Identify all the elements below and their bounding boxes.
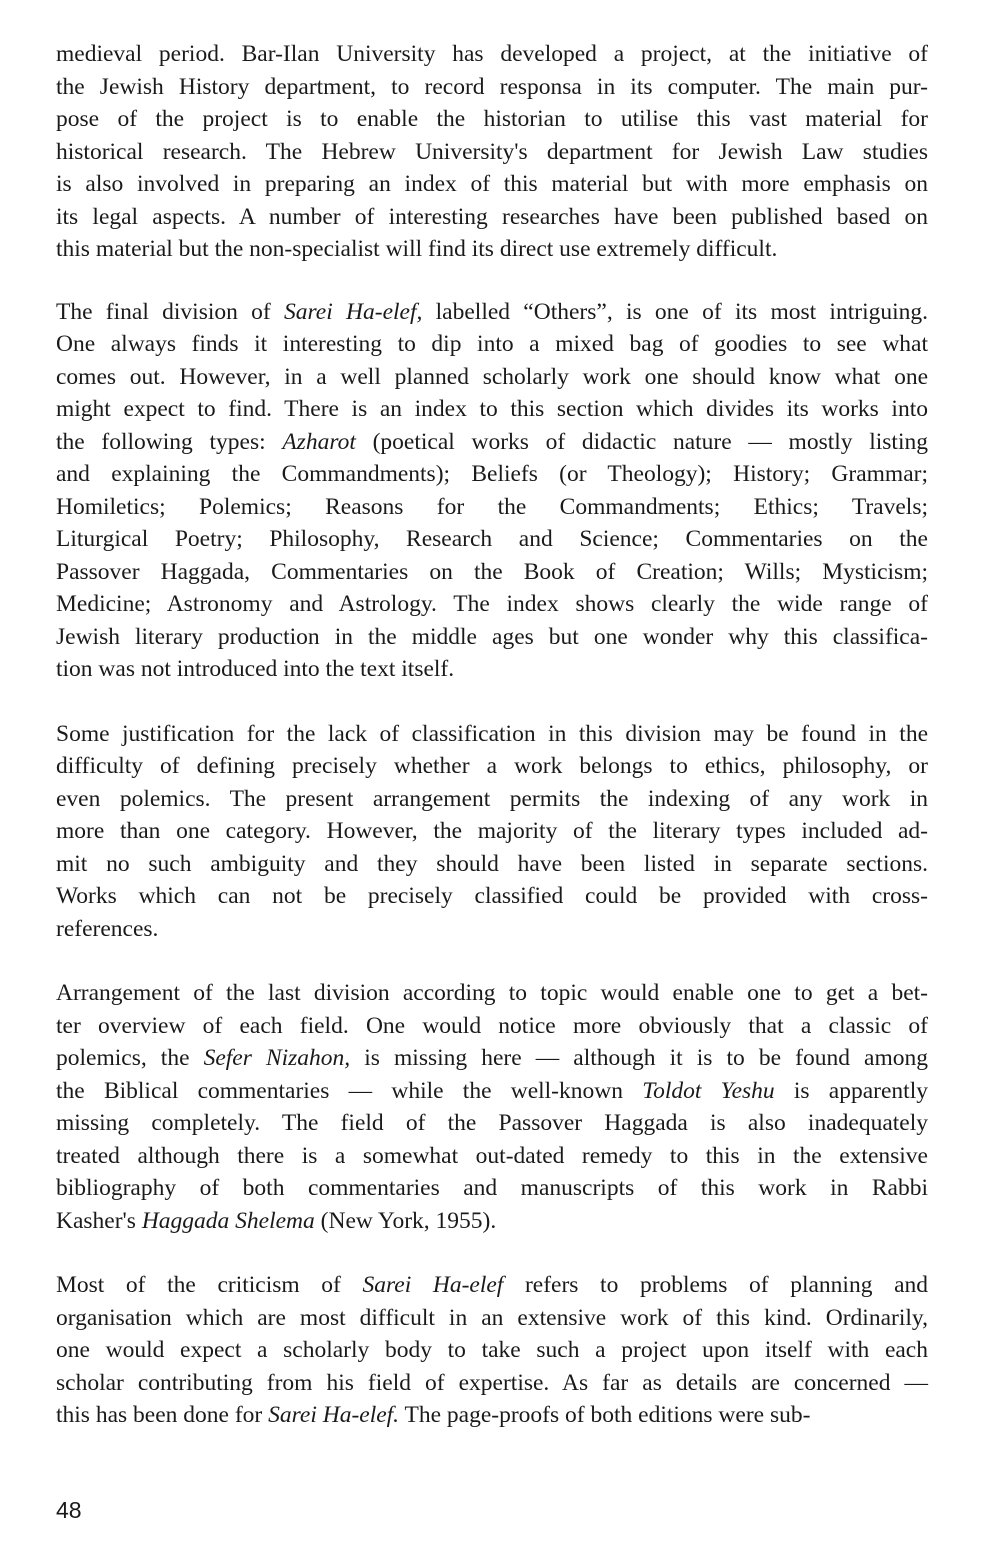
text-run: medieval period. Bar-Ilan University has developed a project, at the initiative of	[56, 41, 928, 67]
text-run: this has been done for	[56, 1402, 269, 1428]
text-run: The final division of	[56, 298, 285, 325]
text-run: The page-proofs of both editions were sub-	[399, 1402, 811, 1428]
text-line	[56, 588, 928, 621]
text-line	[56, 621, 928, 654]
text-run: the following types:	[56, 428, 283, 455]
text-run: Liturgical Poetry; Philosophy, Research and Science; Commentaries on the	[56, 526, 928, 552]
text-line	[56, 880, 928, 913]
text-line	[56, 1107, 928, 1140]
text-run: missing completely. The field of the Passover Haggada is also inadequately	[56, 1110, 928, 1136]
text-line	[56, 783, 928, 816]
text-line	[56, 168, 928, 201]
text-run: labelled “Others”, is one of its most intriguing.	[422, 298, 928, 325]
text-line	[56, 393, 928, 426]
text-line	[56, 491, 928, 524]
text-line	[56, 556, 928, 589]
text-run: is also involved in preparing an index of this material but with more emphasis on	[56, 171, 928, 197]
document-body	[56, 38, 928, 1464]
text-line	[56, 1399, 928, 1432]
text-run: even polemics. The present arrangement permits the indexing of any work in	[56, 785, 928, 812]
text-run: comes out. However, in a well planned scholarly work one should know what one	[56, 363, 928, 390]
text-line	[56, 718, 928, 751]
text-line	[56, 38, 928, 71]
italic-title: Haggada Shelema	[141, 1207, 315, 1234]
text-run: references.	[56, 915, 159, 942]
text-line	[56, 977, 928, 1010]
paragraph	[56, 296, 928, 686]
text-line	[56, 103, 928, 136]
text-line	[56, 1334, 928, 1367]
text-run: its legal aspects. A number of interesting researches have been published based on	[56, 203, 928, 230]
paragraph	[56, 1269, 928, 1432]
text-run: tion was not introduced into the text itself.	[56, 656, 455, 682]
text-line	[56, 1367, 928, 1400]
text-line	[56, 1302, 928, 1335]
text-line	[56, 1269, 928, 1302]
text-run: historical research. The Hebrew University's department for Jewish Law studies	[56, 138, 928, 165]
text-run: Arrangement of the last division according to topic would enable one to get a bet-	[56, 980, 928, 1006]
italic-title: Sarei Ha-elef	[362, 1272, 504, 1298]
text-line	[56, 815, 928, 848]
text-run: polemics, the	[56, 1045, 204, 1071]
text-run: treated although there is a somewhat out-dated remedy to this in the extensive	[56, 1142, 928, 1169]
text-line	[56, 328, 928, 361]
text-run: One always finds it interesting to dip into a mixed bag of goodies to see what	[56, 331, 928, 357]
text-line	[56, 296, 928, 329]
paragraph	[56, 977, 928, 1237]
text-run: and explaining the Commandments); Beliefs (or Theology); History; Grammar;	[56, 461, 928, 487]
text-run: Some justification for the lack of classification in this division may be found in the	[56, 720, 928, 747]
text-line	[56, 1010, 928, 1043]
text-line	[56, 913, 928, 946]
text-run: bibliography of both commentaries and manuscripts of this work in Rabbi	[56, 1175, 928, 1201]
text-run: Homiletics; Polemics; Reasons for the Commandments; Ethics; Travels;	[56, 493, 928, 520]
text-run: organisation which are most difficult in an extensive work of this kind. Ordinarily,	[56, 1304, 928, 1331]
text-line	[56, 1172, 928, 1205]
text-line	[56, 1205, 928, 1238]
italic-title: Sarei Ha-elef.	[268, 1402, 400, 1428]
text-run: the Jewish History department, to record responsa in its computer. The main pur-	[56, 73, 928, 100]
text-run: scholar contributing from his field of expertise. As far as details are concerned —	[56, 1369, 928, 1396]
text-run: might expect to find. There is an index to this section which divides its works into	[56, 396, 928, 422]
text-run: mit no such ambiguity and they should have been listed in separate sections.	[56, 850, 928, 877]
text-line	[56, 136, 928, 169]
text-line	[56, 848, 928, 881]
text-line	[56, 458, 928, 491]
text-line	[56, 233, 928, 266]
text-run: one would expect a scholarly body to take such a project upon itself with each	[56, 1337, 928, 1363]
italic-title: Sarei Ha-elef,	[284, 298, 423, 325]
text-run: (poetical works of didactic nature — mostly listing	[355, 428, 928, 455]
text-run: more than one category. However, the majority of the literary types included ad-	[56, 818, 928, 844]
paragraph	[56, 38, 928, 266]
text-line	[56, 523, 928, 556]
text-run: this material but the non-specialist will find its direct use extremely difficult.	[56, 236, 778, 262]
text-run: the Biblical commentaries — while the well-known	[56, 1077, 643, 1104]
text-line	[56, 201, 928, 234]
text-run: Medicine; Astronomy and Astrology. The index shows clearly the wide range of	[56, 591, 928, 617]
text-run: Passover Haggada, Commentaries on the Book of Creation; Wills; Mysticism;	[56, 558, 928, 585]
text-run: Works which can not be precisely classified could be provided with cross-	[56, 883, 928, 909]
italic-title: Sefer Nizahon,	[203, 1045, 351, 1071]
text-run: (New York, 1955).	[314, 1207, 497, 1234]
italic-title: Azharot	[282, 428, 356, 455]
text-line	[56, 426, 928, 459]
text-run: is apparently	[774, 1077, 928, 1104]
paragraph	[56, 718, 928, 946]
text-line	[56, 361, 928, 394]
page-number: 48	[56, 1497, 82, 1523]
text-line	[56, 1140, 928, 1173]
text-run: ter overview of each field. One would notice more obviously that a classic of	[56, 1012, 928, 1039]
text-line	[56, 1075, 928, 1108]
italic-title: Toldot Yeshu	[642, 1077, 775, 1104]
text-line	[56, 653, 928, 686]
text-line	[56, 1042, 928, 1075]
text-run: Most of the criticism of	[56, 1272, 363, 1298]
text-line	[56, 71, 928, 104]
text-run: pose of the project is to enable the historian to utilise this vast material for	[56, 106, 928, 132]
text-run: difficulty of defining precisely whether a work belongs to ethics, philosophy, or	[56, 753, 928, 779]
text-run: Kasher's	[56, 1207, 142, 1234]
text-run: is missing here — although it is to be found among	[350, 1045, 928, 1071]
text-run: Jewish literary production in the middle ages but one wonder why this classifica-	[56, 623, 928, 650]
text-run: refers to problems of planning and	[503, 1272, 928, 1298]
text-line	[56, 750, 928, 783]
